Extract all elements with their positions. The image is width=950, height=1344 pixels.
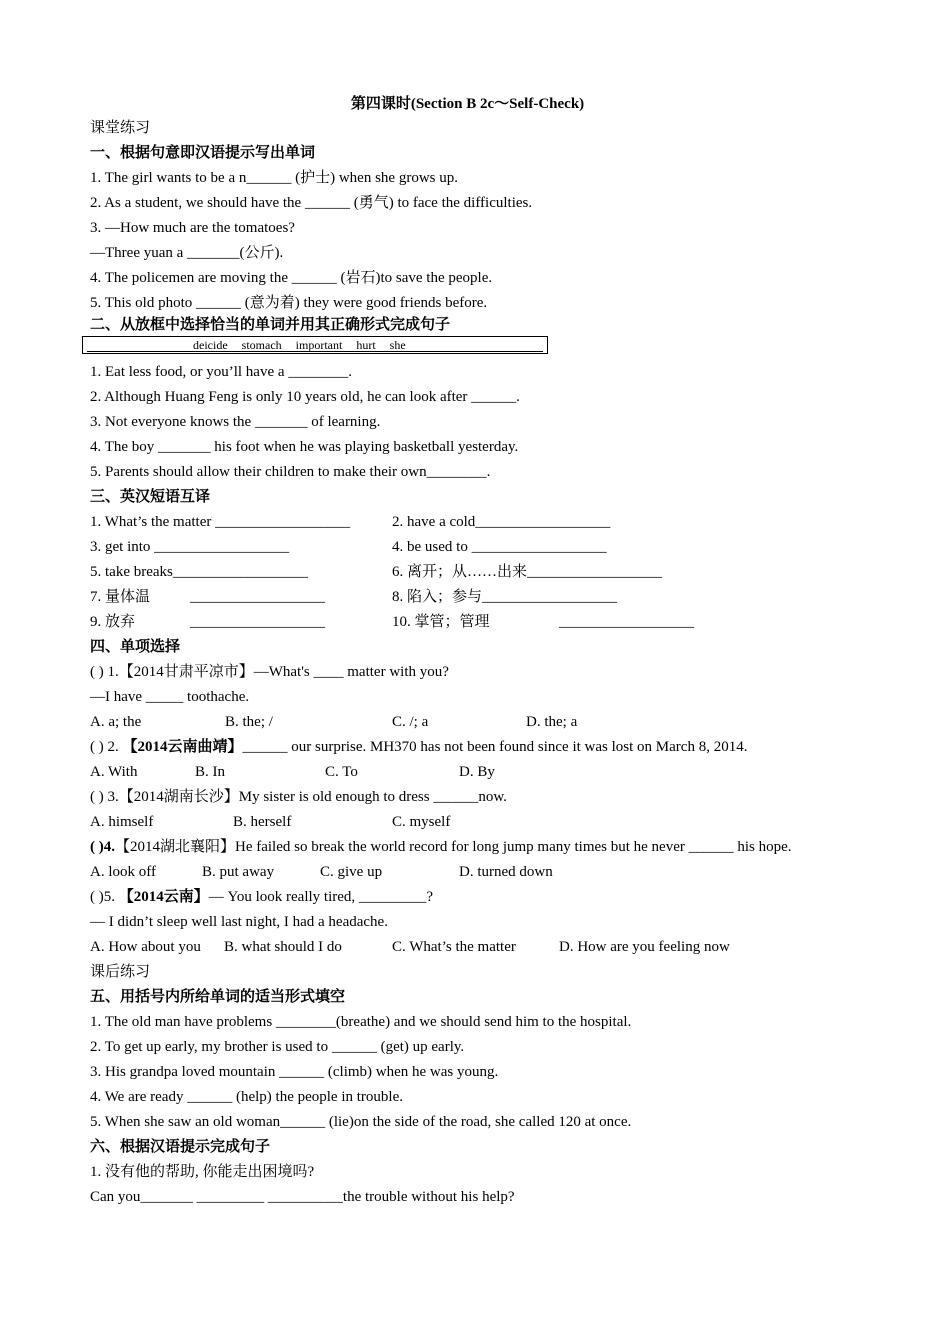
section1-item: —Three yuan a _______(公斤). [90, 245, 284, 261]
phrase-item: 8. 陷入；参与__________________ [392, 589, 618, 605]
phrase-row [90, 510, 860, 535]
section6-item: 1. 没有他的帮助, 你能走出困境吗? [90, 1164, 315, 1180]
phrase-row [90, 610, 860, 635]
page-title: 第四课时(Section B 2c～Self-Check) [350, 96, 585, 112]
section2-item: 1. Eat less food, or you’ll have a ________. [90, 364, 353, 380]
option: D. turned down [459, 864, 553, 880]
option: C. What’s the matter [392, 939, 516, 955]
phrase-row [90, 585, 860, 610]
source-tag: 【2014云南】 [118, 889, 209, 905]
question-4-options [90, 860, 860, 885]
option: B. herself [233, 814, 292, 830]
section2-item: 4. The boy _______ his foot when he was playing basketball yesterday. [90, 439, 519, 455]
option: C. give up [320, 864, 383, 880]
option: D. How are you feeling now [559, 939, 730, 955]
section3-heading: 三、英汉短语互译 [90, 489, 211, 505]
phrase-item: 2. have a cold__________________ [392, 514, 611, 530]
word-box-word: deicide [193, 338, 228, 352]
section5-item: 2. To get up early, my brother is used to ______ (get) up early. [90, 1039, 465, 1055]
phrase-row [90, 560, 860, 585]
option: C. To [325, 764, 358, 780]
word-box-word: stomach [241, 338, 282, 352]
section2-heading: 二、从放框中选择恰当的单词并用其正确形式完成句子 [90, 317, 451, 333]
section1-item: 4. The policemen are moving the ______ (岩石)to save the people. [90, 270, 493, 286]
phrase-item: 3. get into __________________ [90, 539, 290, 555]
option: B. the; / [225, 714, 273, 730]
phrase-item: 10. 掌管；管理 [392, 614, 490, 630]
section5-item: 3. His grandpa loved mountain ______ (climb) when he was young. [90, 1064, 499, 1080]
phrase-blank: __________________ [559, 614, 694, 630]
section1-heading: 一、根据句意即汉语提示写出单词 [90, 145, 316, 161]
section6-item: Can you_______ _________ __________the trouble without his help? [90, 1189, 515, 1205]
phrase-blank: __________________ [190, 614, 325, 630]
question-5-options [90, 935, 860, 960]
option: C. myself [392, 814, 451, 830]
section1-item: 3. —How much are the tomatoes? [90, 220, 295, 236]
phrase-item: 7. 量体温 [90, 589, 151, 605]
phrase-item: 9. 放弃 [90, 614, 136, 630]
option: D. By [459, 764, 495, 780]
word-box-word: important [295, 338, 343, 352]
section5-item: 4. We are ready ______ (help) the people in trouble. [90, 1089, 403, 1105]
phrase-blank: __________________ [190, 589, 325, 605]
question-2-options [90, 760, 860, 785]
option: A. himself [90, 814, 154, 830]
question-1-options [90, 710, 860, 735]
word-box-word: she [389, 338, 406, 352]
question-3-options [90, 810, 860, 835]
section6-heading: 六、根据汉语提示完成句子 [90, 1139, 271, 1155]
option: D. the; a [526, 714, 578, 730]
question-text: 【2014湖北襄阳】He failed so break the world record for long jump many times but he never ______ his hope. [115, 839, 792, 855]
section2-item: 2. Although Huang Feng is only 10 years old, he can look after ______. [90, 389, 520, 405]
section4-heading: 四、单项选择 [90, 639, 181, 655]
question-text: ______ our surprise. MH370 has not been found since it was lost on March 8, 2014. [242, 739, 748, 755]
option: C. /; a [392, 714, 429, 730]
section2-item: 3. Not everyone knows the _______ of learning. [90, 414, 381, 430]
worksheet [90, 92, 860, 1210]
option: A. look off [90, 864, 156, 880]
option: A. With [90, 764, 138, 780]
phrase-row [90, 535, 860, 560]
phrase-item: 1. What’s the matter __________________ [90, 514, 351, 530]
option: B. In [195, 764, 225, 780]
option: A. a; the [90, 714, 142, 730]
phrase-item: 5. take breaks__________________ [90, 564, 308, 580]
after-class-label: 课后练习 [90, 964, 151, 980]
question-4 [90, 835, 850, 860]
option: B. put away [202, 864, 275, 880]
question-3: ( ) 3.【2014湖南长沙】My sister is old enough to dress ______now. [90, 789, 507, 805]
option: B. what should I do [224, 939, 342, 955]
class-practice-label: 课堂练习 [90, 120, 151, 136]
word-box [82, 336, 548, 354]
section1-item: 2. As a student, we should have the ______ (勇气) to face the difficulties. [90, 195, 533, 211]
question-5-line2: — I didn’t sleep well last night, I had a headache. [90, 914, 388, 930]
phrase-item: 4. be used to __________________ [392, 539, 607, 555]
question-1-line2: —I have _____ toothache. [90, 689, 250, 705]
section1-item: 5. This old photo ______ (意为着) they were good friends before. [90, 295, 488, 311]
question-1: ( ) 1.【2014甘肃平凉市】—What's ____ matter with you? [90, 664, 449, 680]
word-box-underline [87, 351, 543, 352]
word-box-word: hurt [356, 338, 376, 352]
question-number: ( ) 2. [90, 739, 123, 755]
phrase-item: 6. 离开；从……出来__________________ [392, 564, 663, 580]
section5-item: 5. When she saw an old woman______ (lie)on the side of the road, she called 120 at once. [90, 1114, 632, 1130]
source-tag: 【2014云南曲靖】 [122, 739, 243, 755]
question-5 [90, 885, 860, 910]
section2-item: 5. Parents should allow their children to make their own________. [90, 464, 491, 480]
option: A. How about you [90, 939, 201, 955]
section1-item: 1. The girl wants to be a n______ (护士) when she grows up. [90, 170, 458, 186]
question-number: ( )4. [90, 839, 115, 855]
section5-heading: 五、用括号内所给单词的适当形式填空 [90, 989, 346, 1005]
question-2 [90, 735, 860, 760]
question-text: — You look really tired, _________? [208, 889, 434, 905]
section5-item: 1. The old man have problems ________(breathe) and we should send him to the hospital. [90, 1014, 632, 1030]
question-number: ( )5. [90, 889, 119, 905]
